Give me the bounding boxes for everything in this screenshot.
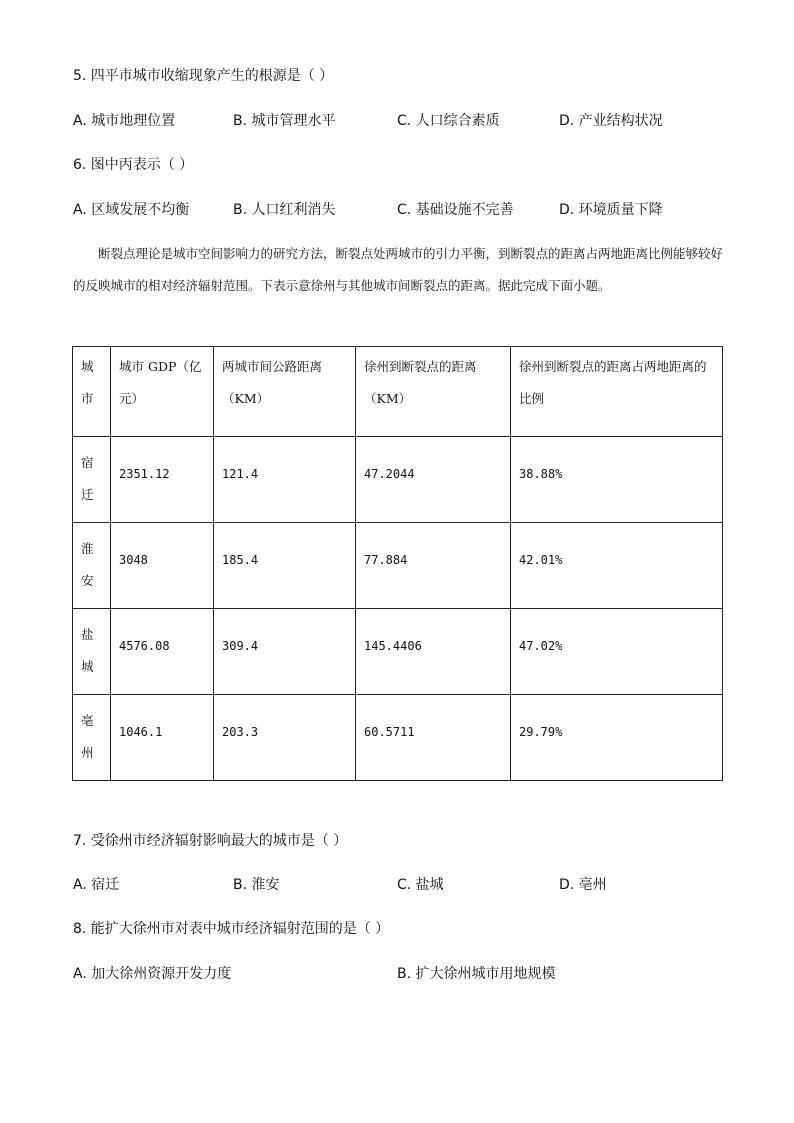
city-char: 宿 [81,455,94,470]
table-row [73,523,723,609]
question-5-stem: 5. 四平市城市收缩现象产生的根源是（ ） [73,68,334,84]
cell-city [73,609,111,695]
table-row [73,437,723,523]
cell-ratio: 29.79% [511,695,723,781]
city-char: 迁 [81,487,94,502]
table-row [73,609,723,695]
table-header-row [73,347,723,437]
header-road-distance: 两城市间公路距离（KM） [214,347,356,437]
question-6-stem: 6. 图中丙表示（ ） [73,157,194,173]
question-5-options [73,112,733,132]
header-gdp: 城市 GDP（亿元） [111,347,214,437]
question-7-stem: 7. 受徐州市经济辐射影响最大的城市是（ ） [73,833,348,849]
city-char: 城 [81,659,94,674]
cell-ratio: 38.88% [511,437,723,523]
cell-road: 309.4 [214,609,356,695]
q8-option-a: A. 加大徐州资源开发力度 [73,966,232,982]
city-char: 淮 [81,541,94,556]
city-char: 安 [81,573,94,588]
cell-dist: 60.5711 [356,695,511,781]
cell-dist: 47.2044 [356,437,511,523]
city-char: 州 [81,745,94,760]
question-8-options [73,965,733,985]
q7-option-b: B. 淮安 [233,877,280,893]
cell-city [73,695,111,781]
q6-option-a: A. 区域发展不均衡 [73,202,190,218]
cell-road: 121.4 [214,437,356,523]
cell-gdp: 3048 [111,523,214,609]
question-6-options [73,201,733,221]
passage-text: 断裂点理论是城市空间影响力的研究方法，断裂点处两城市的引力平衡，到断裂点的距离占两地距离比例能够较好的反映城市的相对经济辐射范围。下表示意徐州与其他城市间断裂点的距离。据此完成下面小题。 [73,246,724,293]
header-breakpoint-distance: 徐州到断裂点的距离（KM） [356,347,511,437]
q5-option-a: A. 城市地理位置 [73,113,176,129]
passage [73,238,723,301]
city-char: 盐 [81,627,94,642]
cell-dist: 77.884 [356,523,511,609]
q7-option-d: D. 亳州 [559,877,607,893]
question-7-options [73,876,733,896]
cell-gdp: 1046.1 [111,695,214,781]
cell-gdp: 4576.08 [111,609,214,695]
q6-option-b: B. 人口红利消失 [233,202,336,218]
q7-option-c: C. 盐城 [397,877,444,893]
cell-ratio: 42.01% [511,523,723,609]
cell-dist: 145.4406 [356,609,511,695]
table-row [73,695,723,781]
cell-road: 185.4 [214,523,356,609]
breakpoint-distance-table [72,346,723,781]
cell-gdp: 2351.12 [111,437,214,523]
q8-option-b: B. 扩大徐州城市用地规模 [397,966,556,982]
cell-city [73,437,111,523]
cell-ratio: 47.02% [511,609,723,695]
cell-road: 203.3 [214,695,356,781]
q7-option-a: A. 宿迁 [73,877,120,893]
question-8-stem: 8. 能扩大徐州市对表中城市经济辐射范围的是（ ） [73,921,390,937]
header-breakpoint-ratio: 徐州到断裂点的距离占两地距离的比例 [511,347,723,437]
q5-option-c: C. 人口综合素质 [397,113,500,129]
q5-option-d: D. 产业结构状况 [559,113,663,129]
q6-option-d: D. 环境质量下降 [559,202,663,218]
cell-city [73,523,111,609]
city-char: 亳 [81,713,94,728]
q5-option-b: B. 城市管理水平 [233,113,336,129]
q6-option-c: C. 基础设施不完善 [397,202,514,218]
header-city: 城市 [73,347,111,437]
